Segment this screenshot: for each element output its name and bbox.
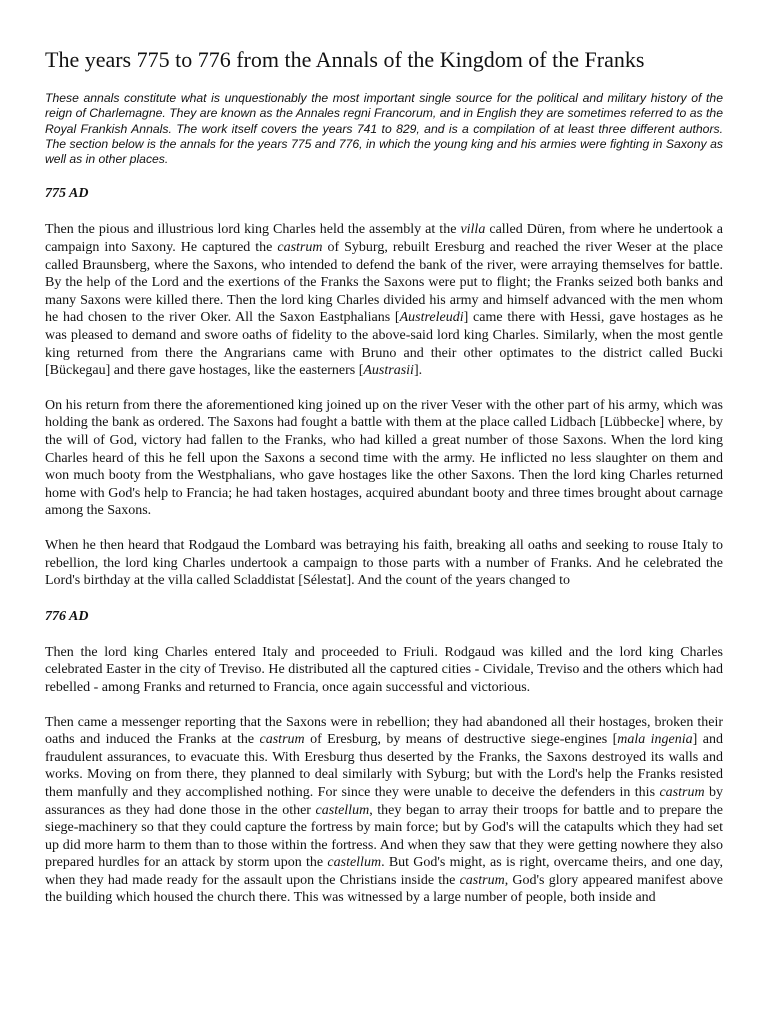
body-paragraph <box>45 221 723 379</box>
annals-body <box>45 185 723 907</box>
text-run: Then came a messenger reporting that the Saxons were in rebellion; they had abandoned all their hostages, broken their oaths and induced the Franks at the <box>45 714 723 748</box>
text-run: , they began to array their troops for battle and to prepare the siege-machinery so that they could capture the fortress by main force; but by God's will the catapults which they had set up did more harm to them than to those within the fortress. And when they saw that they were getting nowhere they also prepared hurdles for an attack by storm upon the <box>45 802 723 871</box>
text-run: ] came there with Hessi, gave hostages as he was pleased to demand and swore oaths of fidelity to the above-said lord king Charles. Similarly, when the most gentle king returned from there the Angrarians came with Bruno and their other optimates to the district called Bucki [Bückegau] and there gave hostages, like the easterners [ <box>45 310 723 379</box>
text-run: ] and fraudulent assurances, to evacuate this. With Eresburg thus deserted by the Franks, the Saxons destroyed its walls and works. Moving on from there, they planned to deal similarly with Syburg; but with the Lord's help the Franks resisted them manfully and they accomplished nothing. For since they were unable to deceive the defenders in this <box>45 732 723 800</box>
italic-term: castrum <box>259 732 305 748</box>
section-heading: 775 AD <box>45 186 89 202</box>
italic-term: villa <box>460 222 486 238</box>
text-run: called Düren, from where he undertook a campaign into Saxony. He captured the <box>45 222 723 256</box>
text-run: by assurances as they had done those in the other <box>45 784 724 818</box>
text-run: of Syburg, rebuilt Eresburg and reached the river Weser at the place called Braunsberg, where the Saxons, who intended to defend the bank of the river, were arraying themselves for battle. By the help of the Lord and the exertions of the Franks the Saxons were put to flight; the Franks seized both banks and many Saxons were killed there. Then the lord king Charles divided his army and himself advanced with the men whom he had chosen to the river Oker. All the Saxon Eastphalians [ <box>45 240 723 326</box>
italic-term: castellum <box>327 855 382 871</box>
body-paragraph <box>45 537 723 590</box>
text-run: Then the pious and illustrious lord king Charles held the assembly at the <box>45 222 461 238</box>
intro-paragraph: These annals constitute what is unquestionably the most important single source for the political and military history of the reign of Charlemagne. They are known as the Annales regni Francorum, and in English they are sometimes referred to as the Royal Frankish Annals. The work itself covers the years 741 to 829, and is a compilation of at least three different authors. The section below is the annals for the years 775 and 776, in which the young king and his armies were fighting in Saxony as well as in other places. <box>45 91 723 167</box>
text-run: of Eresburg, by means of destructive siege-engines [ <box>304 732 618 748</box>
page-title: The years 775 to 776 from the Annals of the Kingdom of the Franks <box>45 47 645 72</box>
text-run: , God's glory appeared manifest above the building which housed the church there. This was witnessed by a large number of people, both inside and <box>45 872 723 906</box>
body-paragraph <box>45 397 723 520</box>
italic-term: castellum <box>315 802 370 818</box>
italic-term: castrum <box>277 240 323 256</box>
body-paragraph <box>45 644 723 697</box>
text-run: Then the lord king Charles entered Italy and proceeded to Friuli. Rodgaud was killed and the lord king Charles celebrated Easter in the city of Treviso. He distributed all the captured cities - Cividale, Treviso and the others which had rebelled - among Franks and returned to Francia, once again successful and victorious. <box>45 644 723 695</box>
italic-term: castrum <box>459 872 505 888</box>
italic-term: mala ingenia <box>617 732 693 748</box>
text-run: When he then heard that Rodgaud the Lombard was betraying his faith, breaking all oaths and seeking to rouse Italy to rebellion, the lord king Charles undertook a campaign to those parts with a number of Franks. And he celebrated the Lord's birthday at the villa called Scladdistat [Sélestat]. And the count of the years changed to <box>45 537 723 589</box>
text-run: . But God's might, as is right, overcame theirs, and one day, when they had made ready for the assault upon the Christians inside the <box>45 855 723 888</box>
italic-term: castrum <box>659 784 705 800</box>
body-paragraph <box>45 714 723 908</box>
italic-term: Austrasii <box>363 363 414 379</box>
text-run: On his return from there the aforementioned king joined up on the river Veser with the other part of his army, which was holding the bank as ordered. The Saxons had fought a battle with them at the place called Lidbach [Lübbecke] where, by the will of God, victory had fallen to the Franks, who had killed a great number of those Saxons. When the lord king Charles heard of this he fell upon the Saxons a second time with the army. He inflicted no less slaughter on them and won much booty from the Westphalians, who gave hostages like the other Saxons. Then the lord king Charles returned home with God's help to Francia; he had taken hostages, acquired abundant booty and three times brought about carnage among the Saxons. <box>45 397 723 519</box>
text-run: ]. <box>413 363 423 379</box>
italic-term: Austreleudi <box>399 310 464 326</box>
section-heading: 776 AD <box>45 608 89 624</box>
